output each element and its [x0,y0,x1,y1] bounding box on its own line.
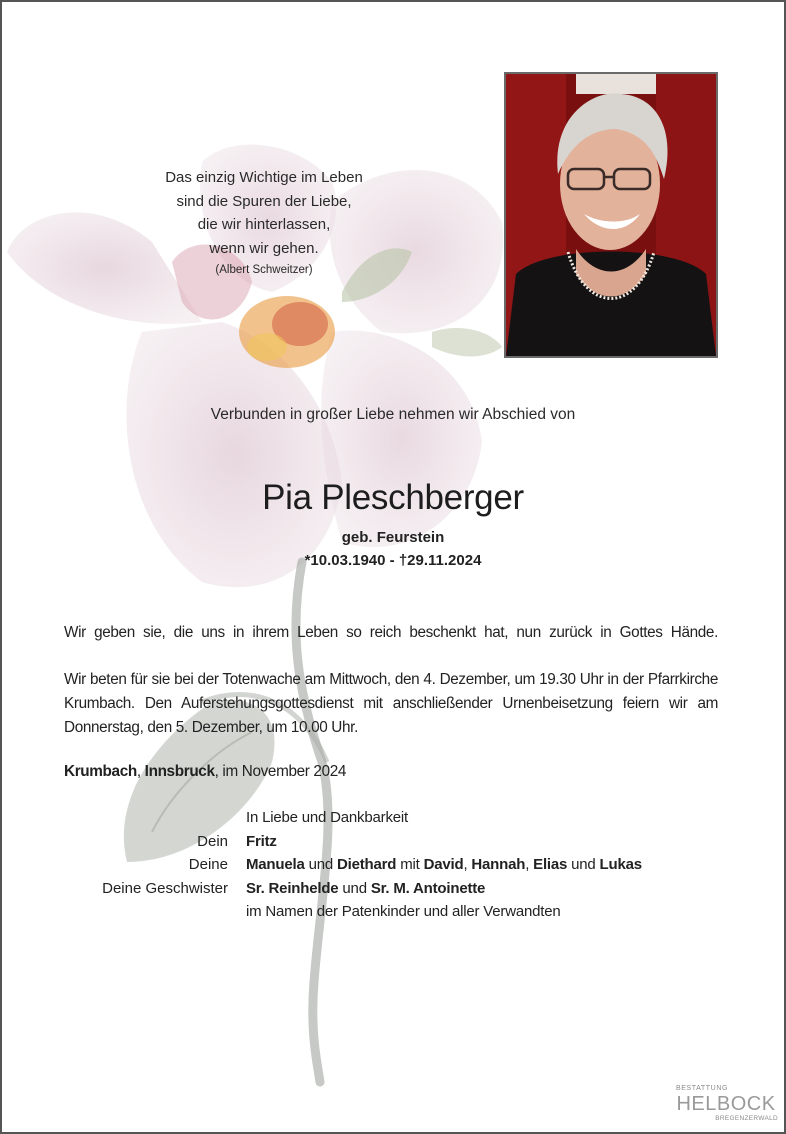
signature-row [64,830,744,854]
place-separator: , [136,763,145,780]
quote-author: (Albert Schweitzer) [215,264,313,276]
connector-text: und [567,856,600,873]
place-and-date [64,760,718,784]
portrait-photo [504,72,718,358]
place-innsbruck: Innsbruck [144,763,215,780]
relative-name: Hannah [471,856,526,873]
signature-relatives [246,877,744,901]
signature-relatives [246,853,744,877]
relative-name: Elias [533,856,568,873]
relative-name: Lukas [599,856,642,873]
signature-row [64,877,744,901]
relative-name: Sr. M. Antoinette [370,879,486,897]
place-krumbach: Krumbach [64,763,137,780]
signature-relation-label: Dein [197,832,228,850]
signature-opening-row [64,806,744,830]
relative-name: Manuela [246,856,305,873]
date-text: , im November 2024 [214,763,347,780]
signature-opening: In Liebe und Dankbarkeit [246,809,408,826]
quote-block [114,166,414,280]
signature-closing: im Namen der Patenkinder und aller Verwandten [246,903,561,920]
logo-top-text: BESTATTUNG [676,1085,729,1092]
relative-name: David [423,856,464,873]
quote-line: die wir hinterlassen, [197,216,331,233]
funeral-home-logo [674,1084,778,1128]
signature-relation-label: Deine [188,856,228,873]
connector-text: und [304,856,337,873]
relative-name: Diethard [337,856,397,873]
life-dates: *10.03.1940 - †29.11.2024 [304,552,482,569]
quote-line: sind die Spuren der Liebe, [176,192,352,210]
relative-name: Fritz [246,832,277,850]
relative-name: Sr. Reinhelde [246,879,339,897]
signature-rows [64,830,744,901]
signature-relation-label: Deine Geschwister [102,879,228,897]
logo-bottom-text: BREGENZERWALD [715,1115,778,1122]
signature-row [64,853,744,877]
signature-relatives [246,830,744,854]
quote-line: wenn wir gehen. [209,239,319,257]
signature-closing-row [64,900,744,924]
paragraph-service-details: Wir beten für sie bei der Totenwache am Mittwoch, den 4. Dezember, um 19.30 Uhr in der Pfarrkirche Krumbach. Den Auferstehungsgottesdienst mit anschließender Urnenbeisetzung feiern wir am Donnerstag, den 5. Dezember, um 10.00 Uhr. [64,671,718,736]
connector-text: und [338,879,371,897]
maiden-name: geb. Feurstein [341,529,445,546]
logo-main-text: HELBOCK [676,1093,776,1115]
paragraph-return-to-god: Wir geben sie, die uns in ihrem Leben so reich beschenkt hat, nun zurück in Gottes Hände. [64,624,718,641]
connector-text: , [525,856,534,873]
farewell-intro: Verbunden in großer Liebe nehmen wir Abschied von [210,406,576,423]
signature-block [64,806,744,924]
quote-line: Das einzig Wichtige im Leben [165,169,363,186]
connector-text: , [463,856,472,873]
portrait-illustration [506,74,716,356]
connector-text: mit [396,856,424,873]
deceased-name: Pia Pleschberger [262,478,524,517]
